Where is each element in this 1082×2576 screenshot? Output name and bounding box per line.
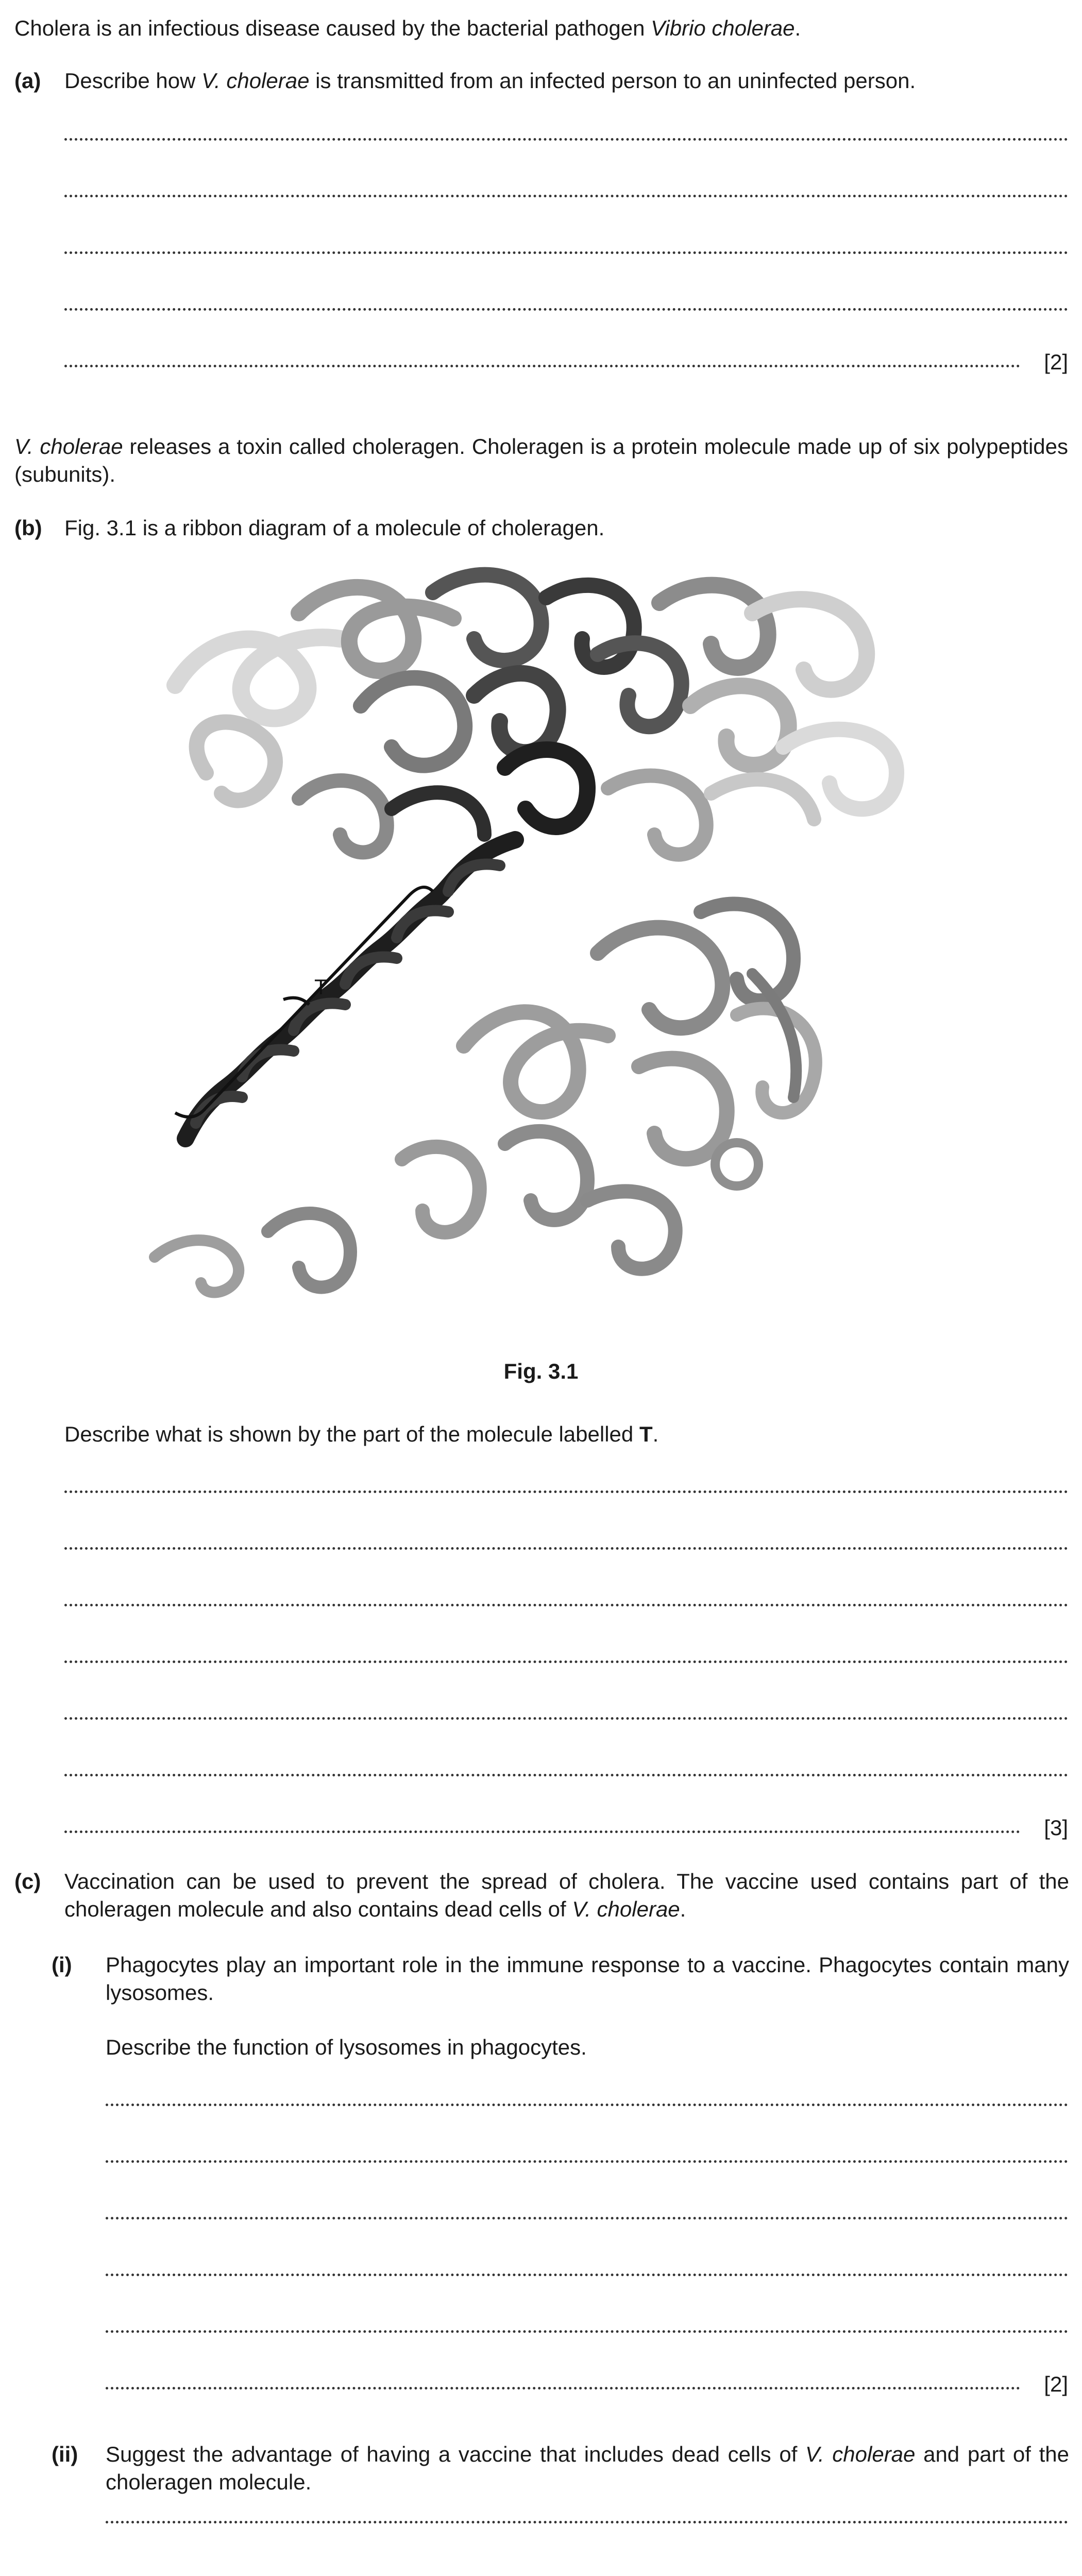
answer-line[interactable] xyxy=(106,2274,1068,2276)
question-c-ii-label: (ii) xyxy=(52,2442,78,2466)
question-b-label: (b) xyxy=(14,516,42,540)
answer-line[interactable] xyxy=(106,2104,1068,2106)
question-b-text: Describe what is shown by the part of the molecule labelled T. xyxy=(64,1422,659,1446)
marks-a: [2] xyxy=(1044,350,1068,374)
answer-line[interactable] xyxy=(106,2387,1020,2389)
answer-line[interactable] xyxy=(64,365,1020,367)
answer-line[interactable] xyxy=(106,2330,1068,2333)
choleragen-ribbon-diagram xyxy=(144,551,938,1324)
question-a-text: Describe how V. cholerae is transmitted from an infected person to an uninfected person. xyxy=(64,69,916,93)
answer-line[interactable] xyxy=(64,1717,1068,1720)
answer-line[interactable] xyxy=(106,2521,1068,2523)
figure-caption: Fig. 3.1 xyxy=(503,1359,579,1383)
answer-line[interactable] xyxy=(64,1660,1068,1663)
answer-line[interactable] xyxy=(64,1774,1068,1776)
question-a-label: (a) xyxy=(14,69,41,93)
answer-line[interactable] xyxy=(106,2217,1068,2219)
answer-line[interactable] xyxy=(64,195,1068,197)
lower-subunit xyxy=(155,904,816,1292)
label-bracket xyxy=(175,887,433,1117)
answer-line[interactable] xyxy=(64,1831,1020,1833)
question-c-i-question: Describe the function of lysosomes in phagocytes. xyxy=(106,2035,587,2059)
label-T: T xyxy=(314,975,328,999)
question-c-i-label: (i) xyxy=(52,1953,72,1977)
helix-T xyxy=(185,840,515,1139)
marks-c-i: [2] xyxy=(1044,2372,1068,2396)
intro-text: Cholera is an infectious disease caused by the bacterial pathogen Vibrio cholerae. xyxy=(14,16,801,40)
upper-subunits xyxy=(175,575,897,855)
answer-line[interactable] xyxy=(64,138,1068,141)
question-c-i-text: Phagocytes play an important role in the immune response to a vaccine. Phagocytes contain many lysosomes. xyxy=(106,1953,1069,2005)
answer-line[interactable] xyxy=(64,1547,1068,1550)
question-c-text: Vaccination can be used to prevent the spread of cholera. The vaccine used contains part of the choleragen molecule and also contains dead cells of V. cholerae. xyxy=(64,1869,1069,1921)
marks-b: [3] xyxy=(1044,1816,1068,1840)
question-c-label: (c) xyxy=(14,1869,41,1893)
question-b-intro: Fig. 3.1 is a ribbon diagram of a molecule of choleragen. xyxy=(64,516,605,540)
answer-line[interactable] xyxy=(64,308,1068,311)
answer-line[interactable] xyxy=(106,2160,1068,2163)
answer-line[interactable] xyxy=(64,1604,1068,1606)
toxin-text: V. cholerae releases a toxin called choleragen. Choleragen is a protein molecule made up of six polypeptides (subunits). xyxy=(14,434,1068,486)
answer-line[interactable] xyxy=(64,1490,1068,1493)
answer-line[interactable] xyxy=(64,251,1068,254)
question-c-ii-text: Suggest the advantage of having a vaccine that includes dead cells of V. cholerae and part of the choleragen molecule. xyxy=(106,2442,1069,2494)
